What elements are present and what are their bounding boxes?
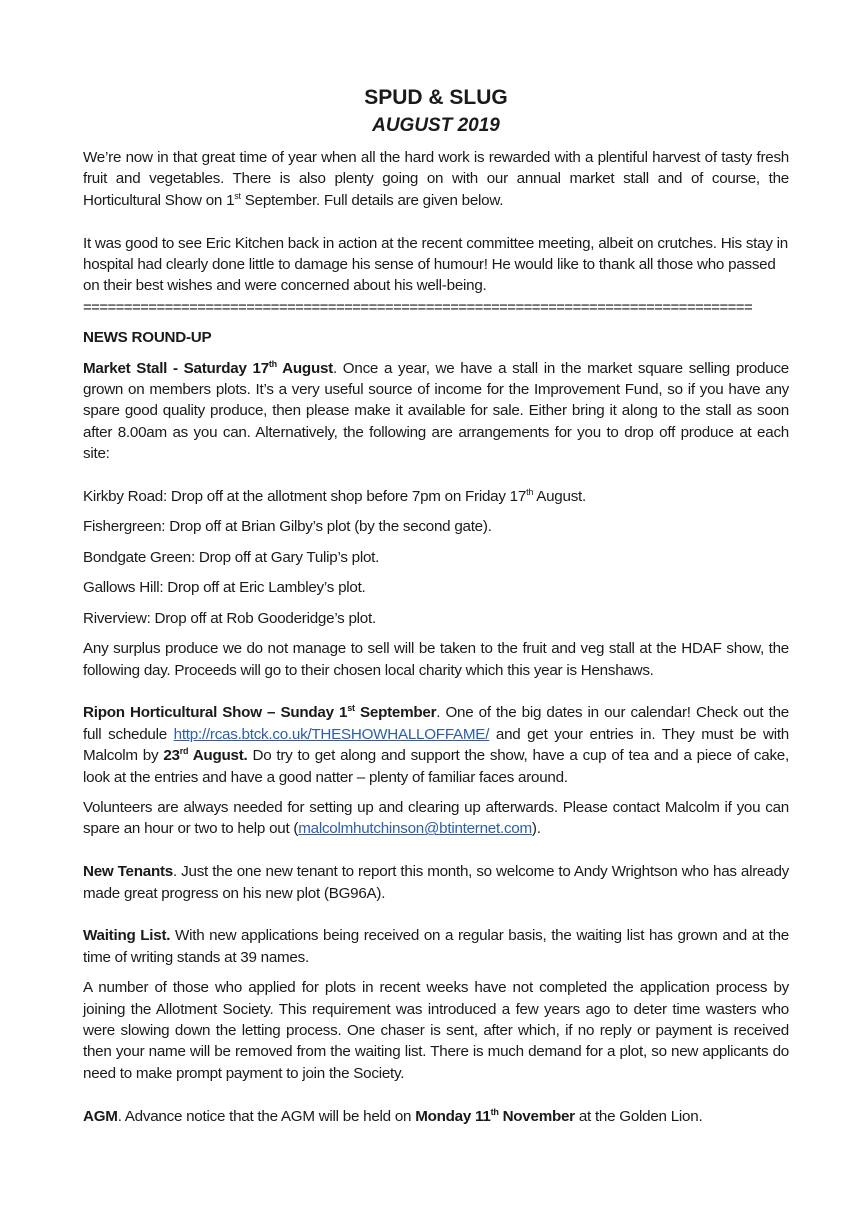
drop-off-site-fishergreen: Fishergreen: Drop off at Brian Gilby’s plot (by the second gate). xyxy=(83,518,492,536)
surplus-paragraph: Any surplus produce we do not manage to sell will be taken to the fruit and veg stall at the HDAF show, the following day. Proceeds will go to their chosen local charity which this year is Henshaws. xyxy=(83,640,789,679)
agm-paragraph: AGM. Advance notice that the AGM will be held on Monday 11th November at the Golden Lion. xyxy=(83,1106,703,1125)
drop-off-site-kirkby-road: Kirkby Road: Drop off at the allotment shop before 7pm on Friday 17th August. xyxy=(83,487,586,506)
drop-off-sites-list xyxy=(83,486,789,629)
section-separator: ================================================================================== xyxy=(83,298,753,316)
drop-off-site-riverview: Riverview: Drop off at Rob Gooderidge’s plot. xyxy=(83,609,376,627)
drop-off-site-bondgate-green: Bondgate Green: Drop off at Gary Tulip’s plot. xyxy=(83,548,380,566)
waiting-list-heading: Waiting List. xyxy=(83,927,171,945)
new-tenants-paragraph: New Tenants. Just the one new tenant to report this month, so welcome to Andy Wrightson who has already made great progress on his new plot (BG96A). xyxy=(83,863,789,902)
waiting-list-paragraph: Waiting List. With new applications being received on a regular basis, the waiting list has grown and at the time of writing stands at 39 names. xyxy=(83,927,789,966)
show-schedule-link[interactable]: http://rcas.btck.co.uk/THESHOWHALLOFFAME/ xyxy=(173,725,490,743)
news-heading: NEWS ROUND-UP xyxy=(83,329,212,347)
new-tenants-heading: New Tenants xyxy=(83,863,174,881)
contact-email-link[interactable]: malcolmhutchinson@btinternet.com xyxy=(298,820,532,838)
show-paragraph: Ripon Horticultural Show – Sunday 1st September. One of the big dates in our calendar! Check out the full schedule http://rcas.btck.co.uk/THESHOWHALLOFFAME/ and get your entries in. They must be with Malcolm by 23rd August. Do try to get along and support the show, have a cup of tea and a piece of cake, look at the entries and have a good natter – plenty of familiar faces around. xyxy=(83,703,789,786)
volunteers-paragraph: Volunteers are always needed for setting up and clearing up afterwards. Please contact Malcolm if you can spare an hour or two to help out (malcolmhutchinson@btinternet.com). xyxy=(83,798,789,838)
ordinal-suffix: st xyxy=(234,190,241,201)
intro-text: September. Full details are given below. xyxy=(240,191,504,209)
show-heading: Ripon Horticultural Show – Sunday 1st September xyxy=(83,703,437,722)
newsletter-page xyxy=(83,84,789,1127)
intro-paragraph-2: It was good to see Eric Kitchen back in action at the recent committee meeting, albeit on crutches. His stay in hospital had clearly done little to damage his sense of humour! He would like to thank all those who passed on their best wishes and were concerned about his well-being. xyxy=(83,234,788,295)
intro-text: We’re now in that great time of year when all the hard work is rewarded with a plentiful harvest of tasty fresh fruit and vegetables. There is also plenty going on with our annual market stall and of course, the Horticultural Show on 1 xyxy=(83,149,789,209)
market-stall-paragraph: Market Stall - Saturday 17th August. Once a year, we have a stall in the market square selling produce grown on members plots. It’s a very useful source of income for the Improvement Fund, so if you have any spare good quality produce, then please make it available for sale. Either bring it along to the stall as soon after 8.00am as you can. Alternatively, the following are arrangements for you to drop off produce at each site: xyxy=(83,358,789,463)
waiting-list-paragraph-2: A number of those who applied for plots in recent weeks have not completed the application process by joining the Allotment Society. This requirement was introduced a few years ago to deter time wasters who were slowing down the letting process. One chaser is sent, after which, if no reply or payment is received then your name will be removed from the waiting list. There is much demand for a plot, so new applicants do need to make prompt payment to join the Society. xyxy=(83,979,789,1082)
entry-deadline: 23rd August. xyxy=(163,746,248,765)
intro-paragraph-1 xyxy=(83,147,789,211)
market-stall-heading: Market Stall - Saturday 17th August xyxy=(83,358,333,377)
agm-heading: AGM xyxy=(83,1107,118,1125)
newsletter-title: SPUD & SLUG xyxy=(364,86,508,109)
newsletter-issue-date: AUGUST 2019 xyxy=(372,115,500,136)
agm-date: Monday 11th November xyxy=(415,1106,575,1125)
drop-off-site-gallows-hill: Gallows Hill: Drop off at Eric Lambley’s plot. xyxy=(83,579,366,597)
